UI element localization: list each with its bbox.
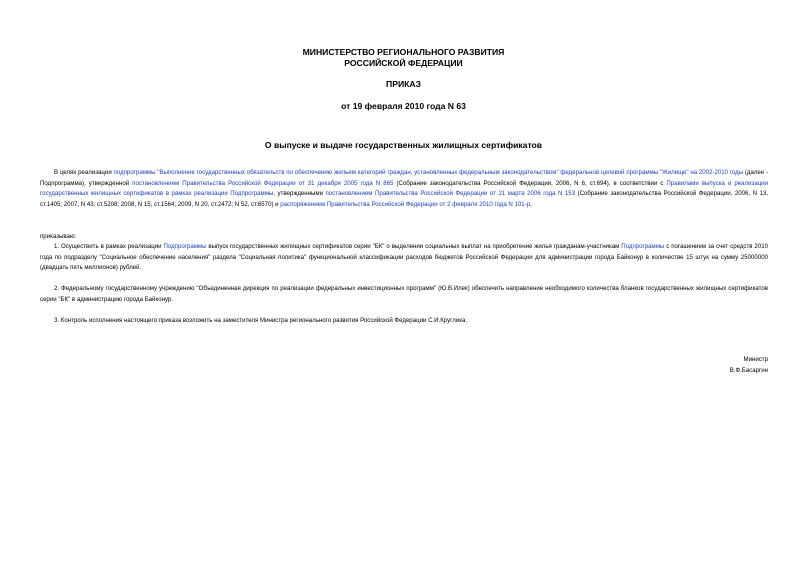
resolution-153-link[interactable]: постановлением Правительства Российской Федерации от 21 марта 2006 года N 153	[325, 190, 576, 198]
ministry-line-1: МИНИСТЕРСТВО РЕГИОНАЛЬНОГО РАЗВИТИЯ	[302, 47, 505, 57]
item1-text-3: с погашением за счет средств 2010 года по подразделу "Социальное обеспечение населения" раздела "Социальная политика" функциональной классификации расходов бюджетов Российской Федерации для администрации города Байконур в количестве 15 штук на сумму 25000000 (двадцать пять миллионов) рублей.	[40, 243, 768, 272]
signature-name: В.Ф.Басаргин	[729, 366, 768, 374]
item1-text-2: выпуск государственных жилищных сертификатов серии "БК" о выделении социальных выплат на приобретение жилья гражданам-участникам	[206, 243, 622, 250]
resolution-865-link[interactable]: постановлением Правительства Российской Федерации от 31 декабря 2005 года N 865	[132, 179, 394, 187]
ministry-heading	[0, 47, 807, 69]
item1-subprogram-link-2[interactable]: Подпрограммы	[621, 243, 665, 250]
certificate-rules-link[interactable]: Правилами выпуска и реализации государственных жилищных сертификатов в рамках реализации Подпрограммы	[40, 179, 769, 198]
preamble-text-6: ,	[530, 200, 532, 208]
order-101r-link[interactable]: распоряжением Правительства Российской Федерации от 2 февраля 2010 года N 101-р	[280, 200, 531, 208]
preamble-paragraph	[40, 168, 768, 210]
item1-text-1: 1. Осуществить в рамках реализации	[54, 243, 164, 250]
preamble-text-5: (Собрание законодательства Российской Федерации, 2006, N 13, ст.1405; 2007, N 43, ст.5208; 2008, N 15, ст.1564; 2009, N 20, ст.2472; N 52, ст.6570) и	[40, 190, 768, 208]
document-title: О выпуске и выдаче государственных жилищных сертификатов	[264, 140, 543, 150]
document-date-number: от 19 февраля 2010 года N 63	[341, 101, 466, 111]
document-type: ПРИКАЗ	[386, 79, 421, 89]
order-item-1	[40, 242, 768, 274]
preamble-text-2: (далее - Подпрограмма), утвержденной	[40, 169, 768, 187]
orders-label: приказываю:	[40, 233, 77, 240]
signature-block	[730, 355, 768, 376]
order-item-3: 3. Контроль исполнения настоящего приказа возложить на заместителя Министра регионального развития Российской Федерации С.И.Круглика.	[54, 317, 468, 324]
subprogram-link[interactable]: подпрограммы "Выполнение государственных обязательств по обеспечению жильем категорий граждан, установленных федеральным законодательством" федеральной целевой программы "Жилище" на 2002-2010 годы	[113, 169, 744, 176]
order-item-2: 2. Федеральному государственному учреждению "Объединенная дирекция по реализации федеральных инвестиционных программ" (Ю.В.Илек) обеспечить направление необходимого количества бланков государственных жилищных сертификатов серии "БК" в администрацию города Байконур.	[40, 285, 768, 303]
preamble-text-1: В целях реализации	[54, 169, 114, 176]
preamble-text-3: (Собрание законодательства Российской Федерации, 2006, N 6, ст.694), в соответствии с	[393, 179, 667, 187]
preamble-text-4: , утвержденными	[273, 190, 326, 198]
signature-position: Министр	[743, 356, 768, 363]
item1-subprogram-link-1[interactable]: Подпрограммы	[163, 243, 207, 250]
ministry-line-2: РОССИЙСКОЙ ФЕДЕРАЦИИ	[344, 58, 463, 68]
